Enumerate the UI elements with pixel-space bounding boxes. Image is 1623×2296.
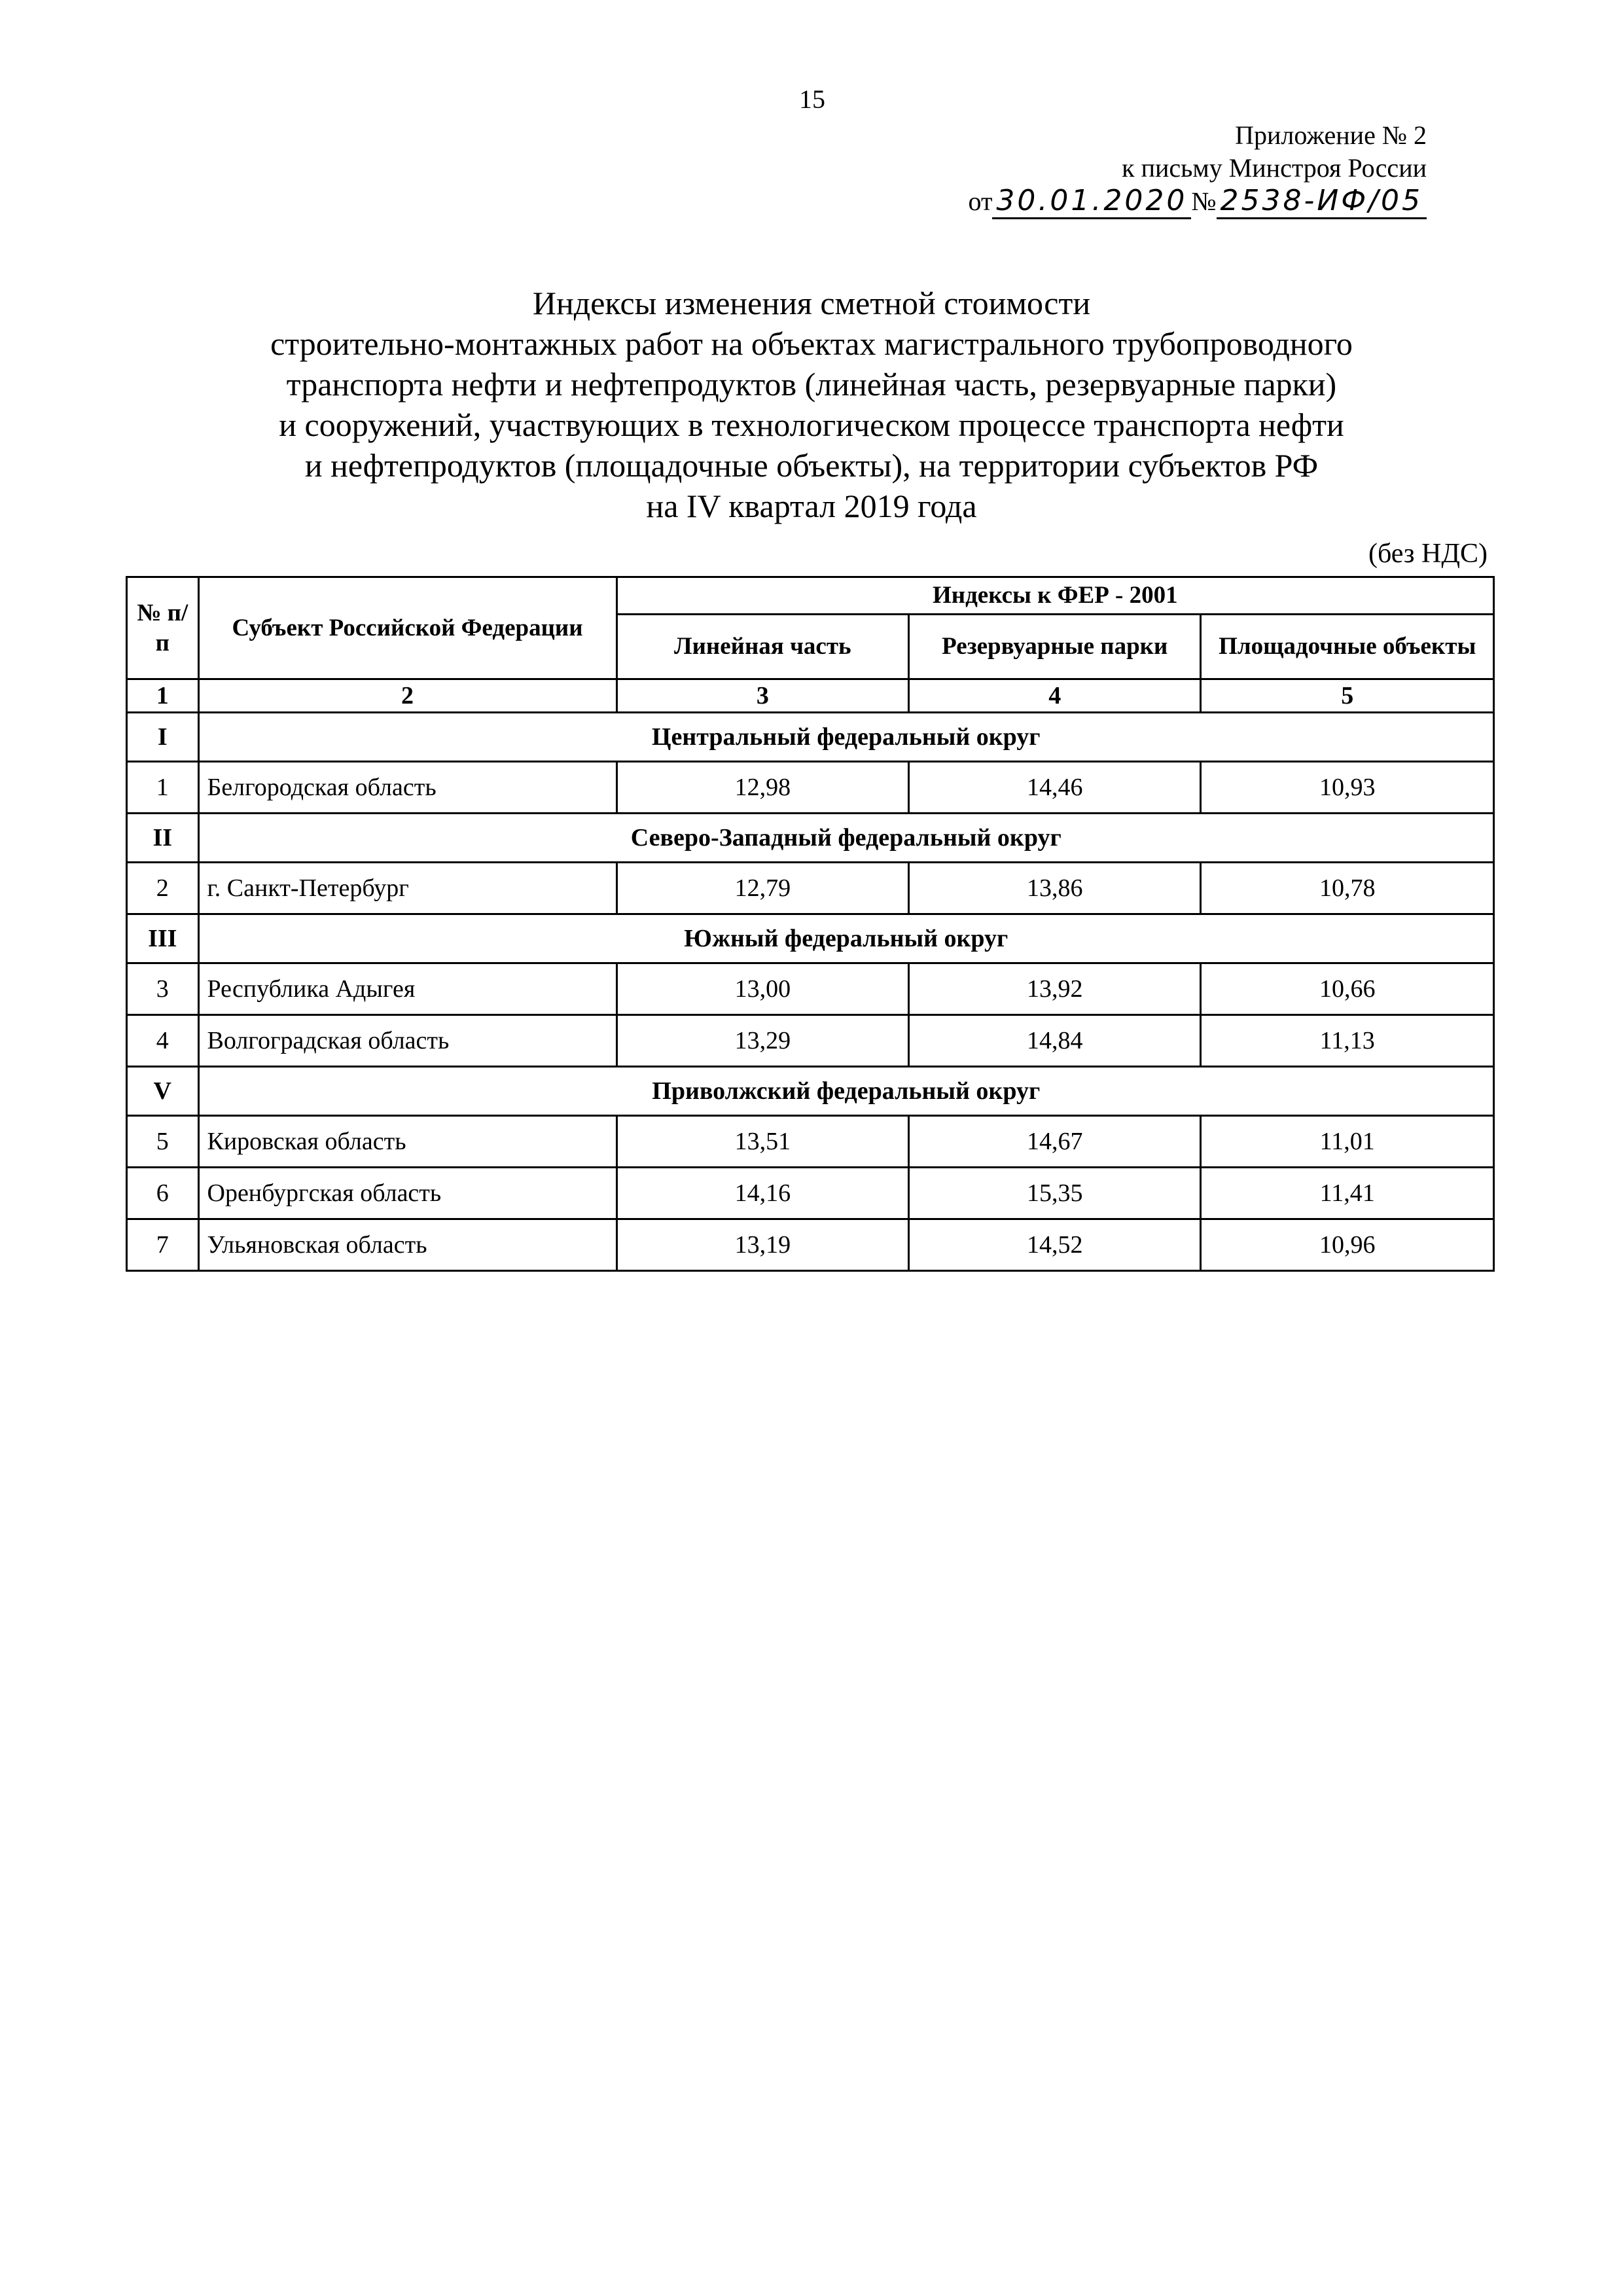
row-number: 6: [127, 1168, 199, 1219]
row-sites: 10,66: [1201, 963, 1494, 1015]
row-tanks: 14,67: [909, 1116, 1201, 1168]
title-line: строительно-монтажных работ на объектах магистрального трубопроводного: [270, 325, 1353, 362]
header-num: № п/п: [127, 577, 199, 679]
appendix-letter-ref: к письму Минстроя России: [1122, 153, 1427, 183]
row-subject: Кировская область: [198, 1116, 616, 1168]
row-sites: 11,01: [1201, 1116, 1494, 1168]
appendix-date-number: [968, 185, 1427, 218]
table-row: [127, 1015, 1494, 1067]
row-tanks: 15,35: [909, 1168, 1201, 1219]
row-tanks: 14,84: [909, 1015, 1201, 1067]
row-sites: 11,13: [1201, 1015, 1494, 1067]
district-number: I: [127, 713, 199, 762]
column-number: 5: [1201, 679, 1494, 713]
header-sites: Площадочные объекты: [1201, 615, 1494, 679]
district-number: II: [127, 814, 199, 863]
header-index-group: Индексы к ФЕР - 2001: [616, 577, 1493, 615]
row-subject: Республика Адыгея: [198, 963, 616, 1015]
district-number: III: [127, 914, 199, 963]
vat-note: (без НДС): [1368, 539, 1488, 569]
row-sites: 10,96: [1201, 1219, 1494, 1271]
from-prefix: от: [968, 187, 993, 216]
district-name: Центральный федеральный округ: [198, 713, 1494, 762]
appendix-title: Приложение № 2: [1235, 120, 1427, 150]
row-sites: 11,41: [1201, 1168, 1494, 1219]
title-line: Индексы изменения сметной стоимости: [532, 285, 1091, 321]
row-number: 2: [127, 863, 199, 914]
table-row: [127, 1168, 1494, 1219]
row-linear: 14,16: [616, 1168, 908, 1219]
row-subject: Ульяновская область: [198, 1219, 616, 1271]
row-linear: 13,29: [616, 1015, 908, 1067]
appendix-header: [968, 119, 1427, 218]
row-number: 1: [127, 762, 199, 814]
handwritten-date: 30.01.2020: [992, 184, 1191, 219]
table-row: [127, 762, 1494, 814]
table-row: [127, 1116, 1494, 1168]
table-row: [127, 1219, 1494, 1271]
row-subject: Белгородская область: [198, 762, 616, 814]
row-linear: 13,51: [616, 1116, 908, 1168]
district-name: Северо-Западный федеральный округ: [198, 814, 1494, 863]
row-linear: 12,79: [616, 863, 908, 914]
column-number: 4: [909, 679, 1201, 713]
row-linear: 13,19: [616, 1219, 908, 1271]
district-row: [127, 713, 1494, 762]
table-row: [127, 863, 1494, 914]
district-name: Южный федеральный округ: [198, 914, 1494, 963]
row-number: 5: [127, 1116, 199, 1168]
row-linear: 12,98: [616, 762, 908, 814]
title-line: и сооружений, участвующих в технологическом процессе транспорта нефти: [279, 406, 1344, 443]
district-number: V: [127, 1067, 199, 1116]
district-row: [127, 814, 1494, 863]
header-linear: Линейная часть: [616, 615, 908, 679]
row-number: 7: [127, 1219, 199, 1271]
table-row: [127, 963, 1494, 1015]
row-tanks: 13,86: [909, 863, 1201, 914]
row-tanks: 13,92: [909, 963, 1201, 1015]
row-subject: г. Санкт-Петербург: [198, 863, 616, 914]
title-line: транспорта нефти и нефтепродуктов (линейная часть, резервуарные парки): [286, 366, 1337, 403]
row-subject: Волгоградская область: [198, 1015, 616, 1067]
document-title: [131, 283, 1492, 526]
index-table: [126, 576, 1495, 1272]
number-sign: №: [1191, 187, 1217, 216]
row-number: 4: [127, 1015, 199, 1067]
row-tanks: 14,46: [909, 762, 1201, 814]
header-tanks: Резервуарные парки: [909, 615, 1201, 679]
district-row: [127, 1067, 1494, 1116]
handwritten-number: 2538-ИФ/05: [1217, 184, 1427, 219]
row-number: 3: [127, 963, 199, 1015]
district-row: [127, 914, 1494, 963]
title-line: и нефтепродуктов (площадочные объекты), на территории субъектов РФ: [304, 447, 1319, 484]
district-name: Приволжский федеральный округ: [198, 1067, 1494, 1116]
column-number: 2: [198, 679, 616, 713]
row-sites: 10,78: [1201, 863, 1494, 914]
row-subject: Оренбургская область: [198, 1168, 616, 1219]
page-number: 15: [799, 84, 825, 114]
row-linear: 13,00: [616, 963, 908, 1015]
header-subject: Субъект Российской Федерации: [198, 577, 616, 679]
row-tanks: 14,52: [909, 1219, 1201, 1271]
title-line: на IV квартал 2019 года: [646, 488, 977, 524]
row-sites: 10,93: [1201, 762, 1494, 814]
column-number: 3: [616, 679, 908, 713]
column-number: 1: [127, 679, 199, 713]
